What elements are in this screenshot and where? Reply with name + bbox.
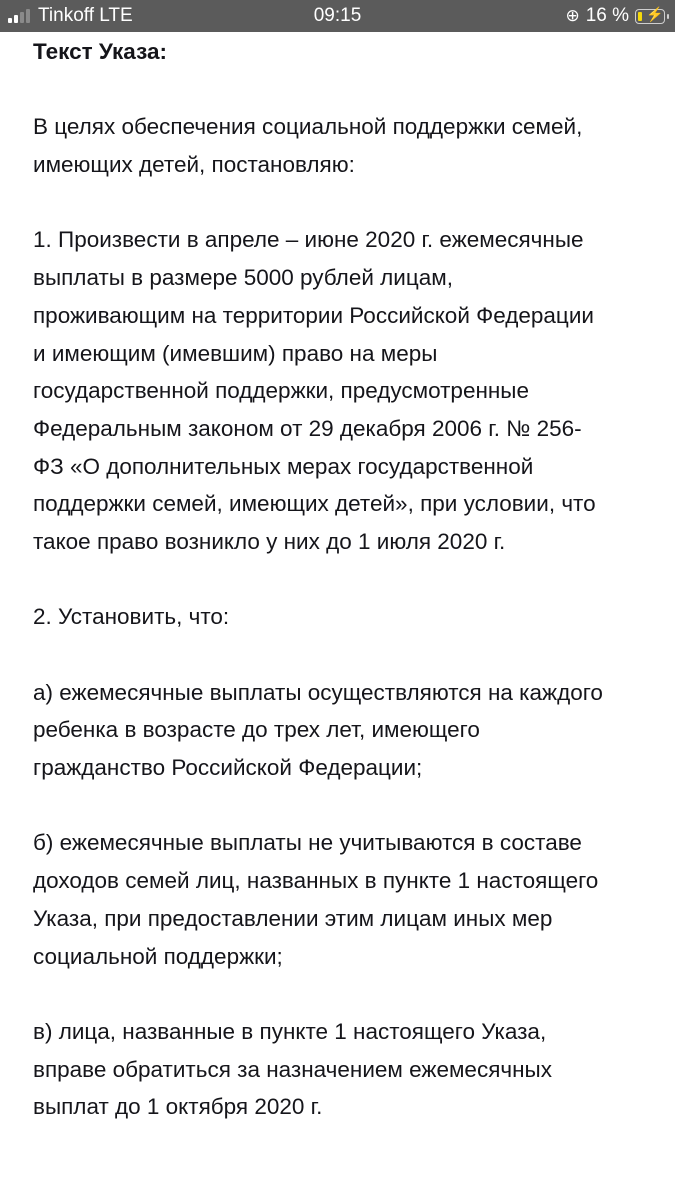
- paragraph-spacer: [33, 636, 653, 674]
- text-line: в) лица, названные в пункте 1 настоящего Указа,: [33, 1018, 547, 1044]
- paragraph-spacer: [33, 975, 653, 1013]
- paragraph: [33, 108, 653, 183]
- text-line: вправе обратиться за назначением ежемесячных: [33, 1056, 552, 1082]
- document-title: Текст Указа:: [33, 39, 167, 64]
- battery-icon: ⚡: [635, 9, 665, 24]
- text-line: 2. Установить, что:: [33, 604, 230, 630]
- text-line: доходов семей лиц, названных в пункте 1 настоящего: [33, 868, 599, 894]
- paragraph: [33, 598, 653, 636]
- document-body: [33, 33, 653, 1126]
- text-line: государственной поддержки, предусмотренные: [33, 378, 529, 404]
- paragraph-spacer: [33, 561, 653, 599]
- paragraph-spacer: [33, 71, 653, 109]
- text-line: 1. Произвести в апреле – июне 2020 г. ежемесячные: [33, 227, 584, 253]
- text-line: выплаты в размере 5000 рублей лицам,: [33, 265, 453, 291]
- text-line: б) ежемесячные выплаты не учитываются в составе: [33, 830, 582, 856]
- paragraph-spacer: [33, 184, 653, 222]
- paragraph: [33, 674, 653, 787]
- text-line: социальной поддержки;: [33, 943, 283, 969]
- paragraph: [33, 824, 653, 975]
- text-line: а) ежемесячные выплаты осуществляются на каждого: [33, 679, 603, 705]
- text-line: проживающим на территории Российской Федерации: [33, 302, 594, 328]
- text-line: ФЗ «О дополнительных мерах государственной: [33, 453, 534, 479]
- paragraph-spacer: [33, 787, 653, 825]
- text-line: Указа, при предоставлении этим лицам иных мер: [33, 905, 553, 931]
- text-line: поддержки семей, имеющих детей», при условии, что: [33, 491, 596, 517]
- text-line: такое право возникло у них до 1 июля 2020 г.: [33, 528, 506, 554]
- text-line: В целях обеспечения социальной поддержки семей,: [33, 114, 583, 140]
- carrier-label: Tinkoff LTE: [38, 5, 133, 26]
- status-bar: [0, 0, 675, 32]
- clock: 09:15: [313, 5, 362, 26]
- text-line: и имеющим (имевшим) право на меры: [33, 340, 438, 366]
- battery-percent: 16 %: [585, 5, 629, 26]
- text-line: Федеральным законом от 29 декабря 2006 г. № 256-: [33, 415, 582, 441]
- paragraph: [33, 1013, 653, 1126]
- text-line: гражданство Российской Федерации;: [33, 755, 423, 781]
- text-line: ребенка в возрасте до трех лет, имеющего: [33, 717, 480, 743]
- text-line: выплат до 1 октября 2020 г.: [33, 1094, 323, 1120]
- paragraph: [33, 221, 653, 560]
- status-right: [565, 5, 665, 27]
- orientation-lock-icon: ⊕: [565, 6, 580, 25]
- text-line: имеющих детей, постановляю:: [33, 152, 355, 178]
